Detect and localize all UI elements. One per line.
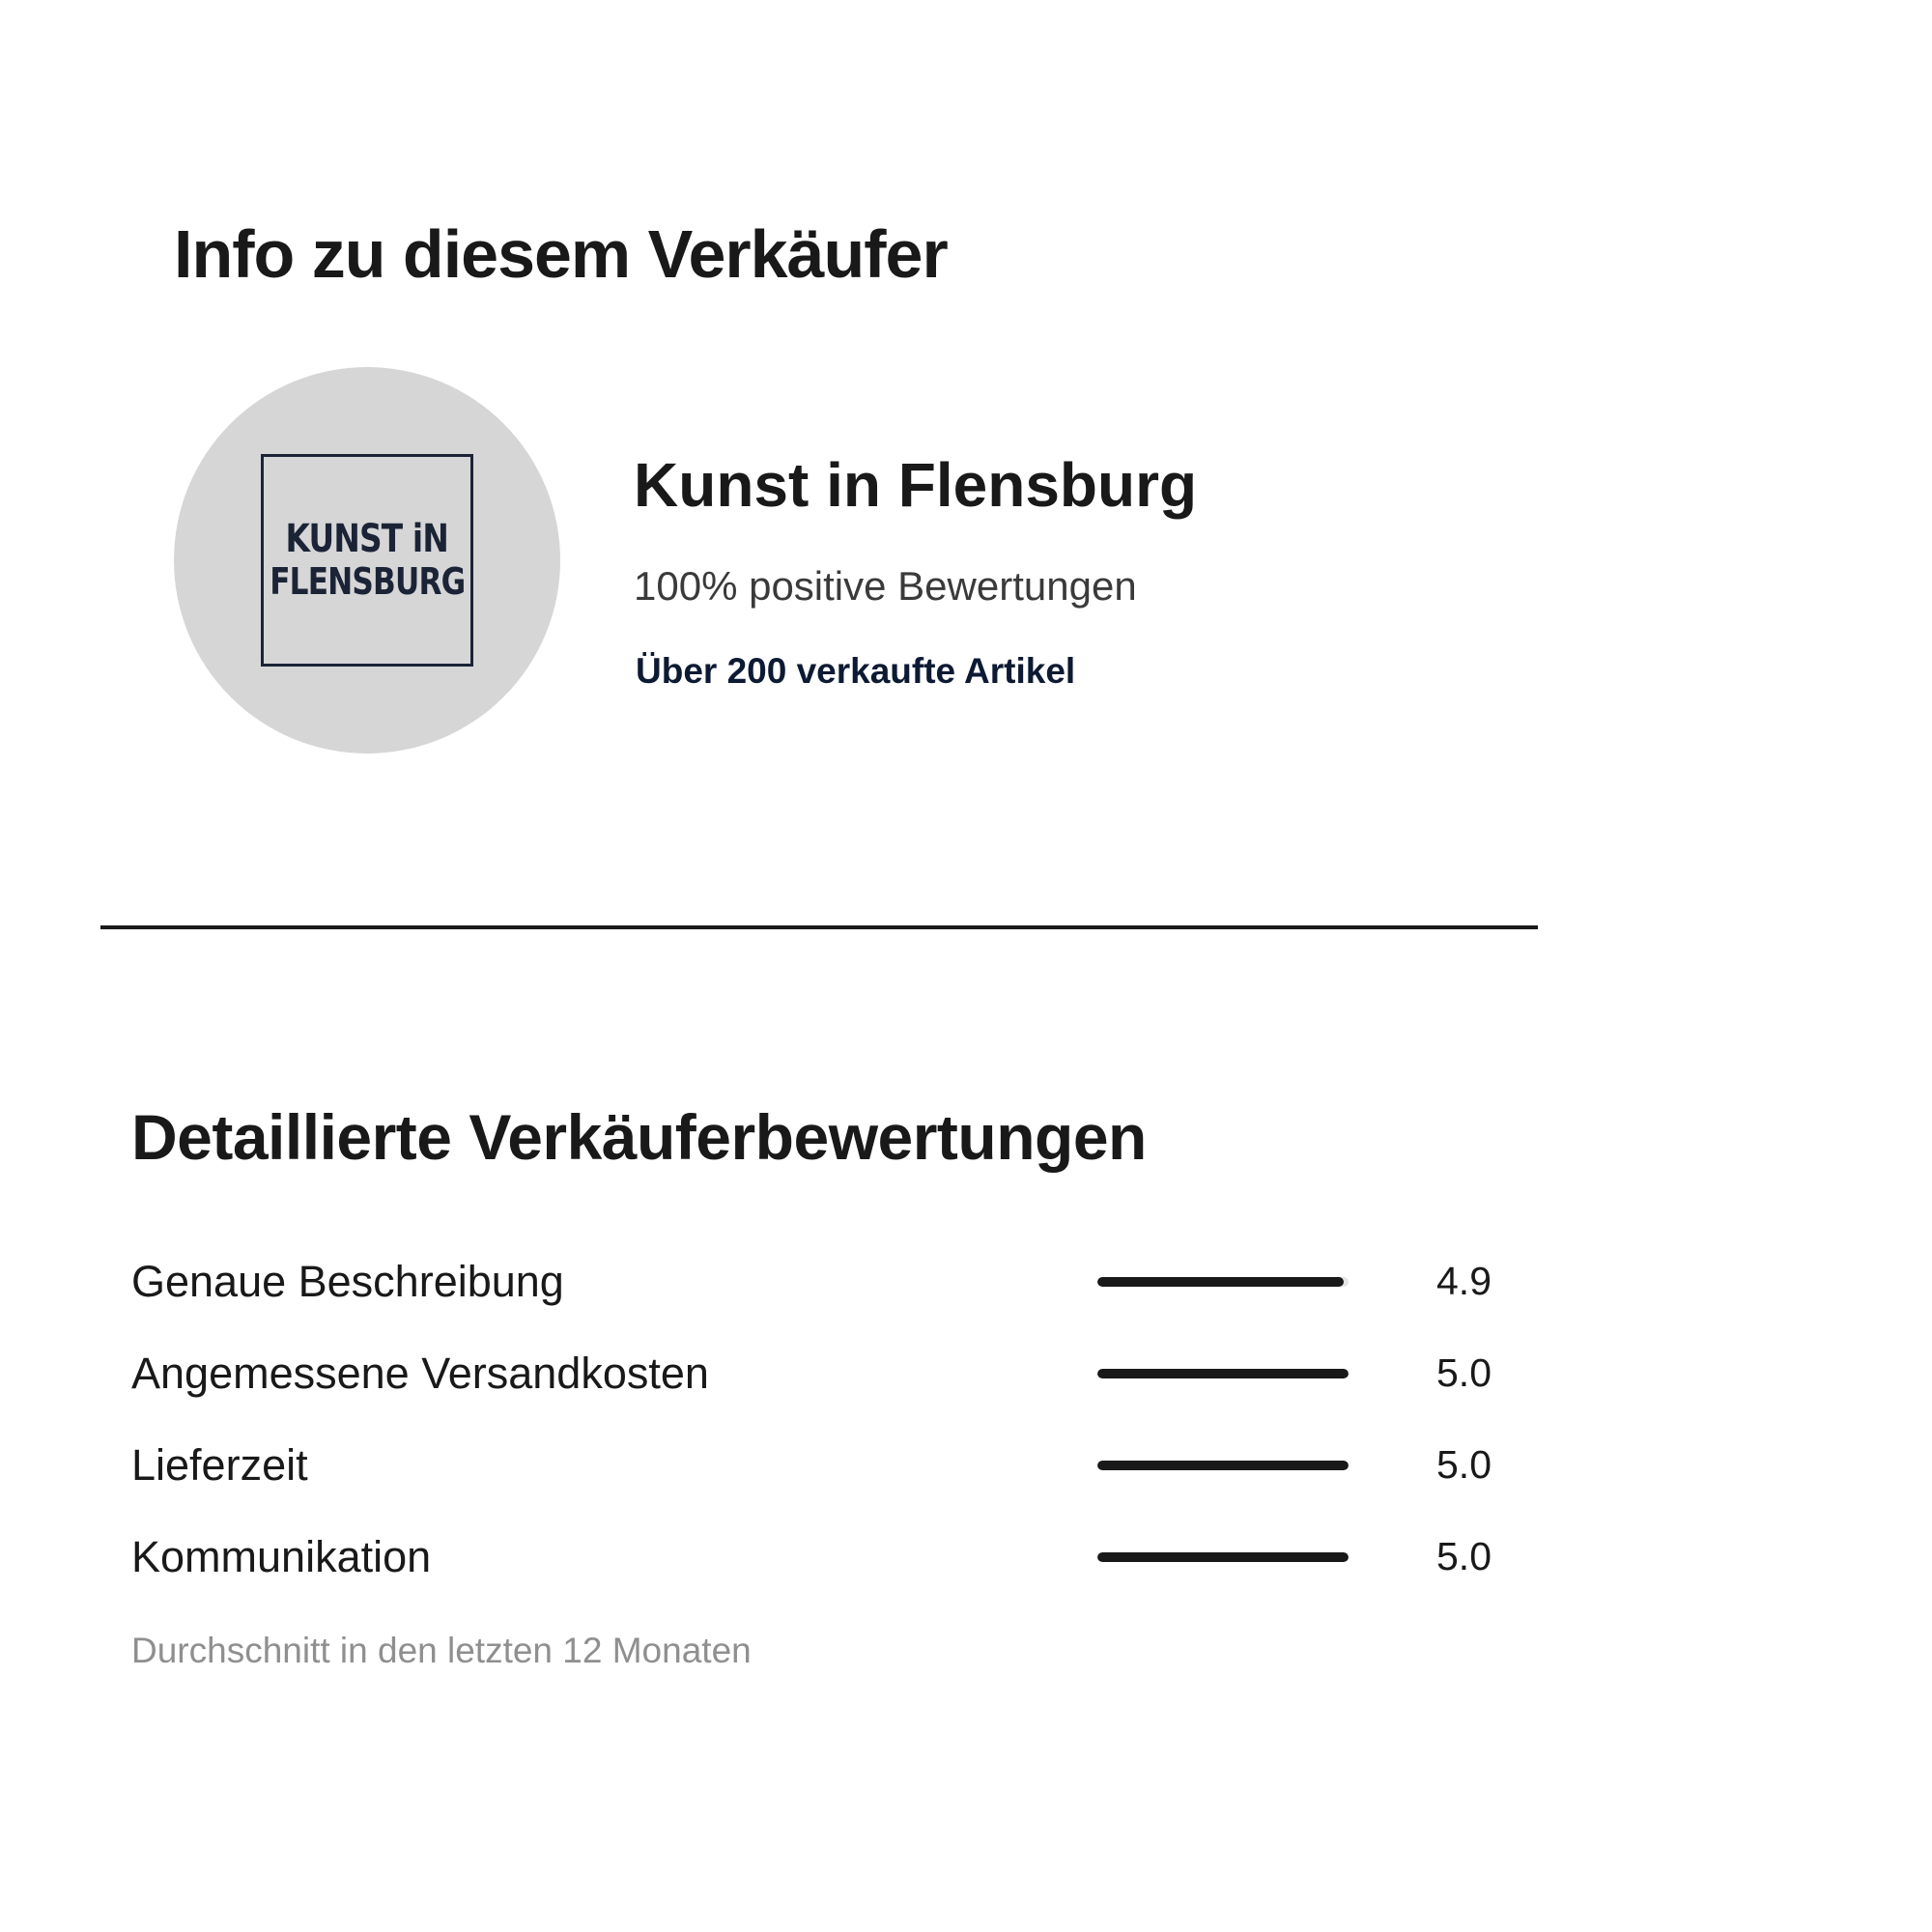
rating-value: 4.9 [1436, 1259, 1492, 1303]
rating-label: Genaue Beschreibung [131, 1257, 564, 1306]
rating-label: Kommunikation [131, 1532, 432, 1581]
positive-feedback-text: 100% positive Bewertungen [634, 563, 1137, 609]
seller-avatar[interactable] [174, 367, 560, 753]
rating-bar [1097, 1552, 1349, 1562]
rating-bar [1097, 1461, 1349, 1470]
detailed-ratings-heading: Detaillierte Verkäuferbewertungen [131, 1101, 1147, 1173]
rating-value: 5.0 [1436, 1442, 1492, 1487]
rating-bar-fill [1097, 1552, 1349, 1562]
rating-bar-fill [1097, 1277, 1344, 1287]
rating-row-delivery-time [131, 1437, 1492, 1492]
section-divider [100, 925, 1538, 929]
rating-row-shipping-cost [131, 1346, 1492, 1400]
rating-row-description [131, 1254, 1492, 1308]
rating-value: 5.0 [1436, 1534, 1492, 1578]
seller-logo-line1: KUNST iN [285, 517, 449, 562]
seller-logo-line2: FLENSBURG [269, 560, 466, 604]
rating-bar [1097, 1369, 1349, 1378]
rating-bar [1097, 1277, 1349, 1287]
seller-info-heading: Info zu diesem Verkäufer [174, 216, 948, 292]
rating-label: Lieferzeit [131, 1440, 308, 1490]
rating-bar-fill [1097, 1369, 1349, 1378]
rating-bar-fill [1097, 1461, 1349, 1470]
rating-row-communication [131, 1529, 1492, 1583]
ratings-footnote: Durchschnitt in den letzten 12 Monaten [131, 1631, 752, 1670]
items-sold-text: Über 200 verkaufte Artikel [636, 651, 1076, 691]
rating-label: Angemessene Versandkosten [131, 1349, 709, 1398]
seller-logo [261, 454, 473, 667]
rating-value: 5.0 [1436, 1350, 1492, 1395]
seller-name-link[interactable]: Kunst in Flensburg [634, 450, 1198, 520]
